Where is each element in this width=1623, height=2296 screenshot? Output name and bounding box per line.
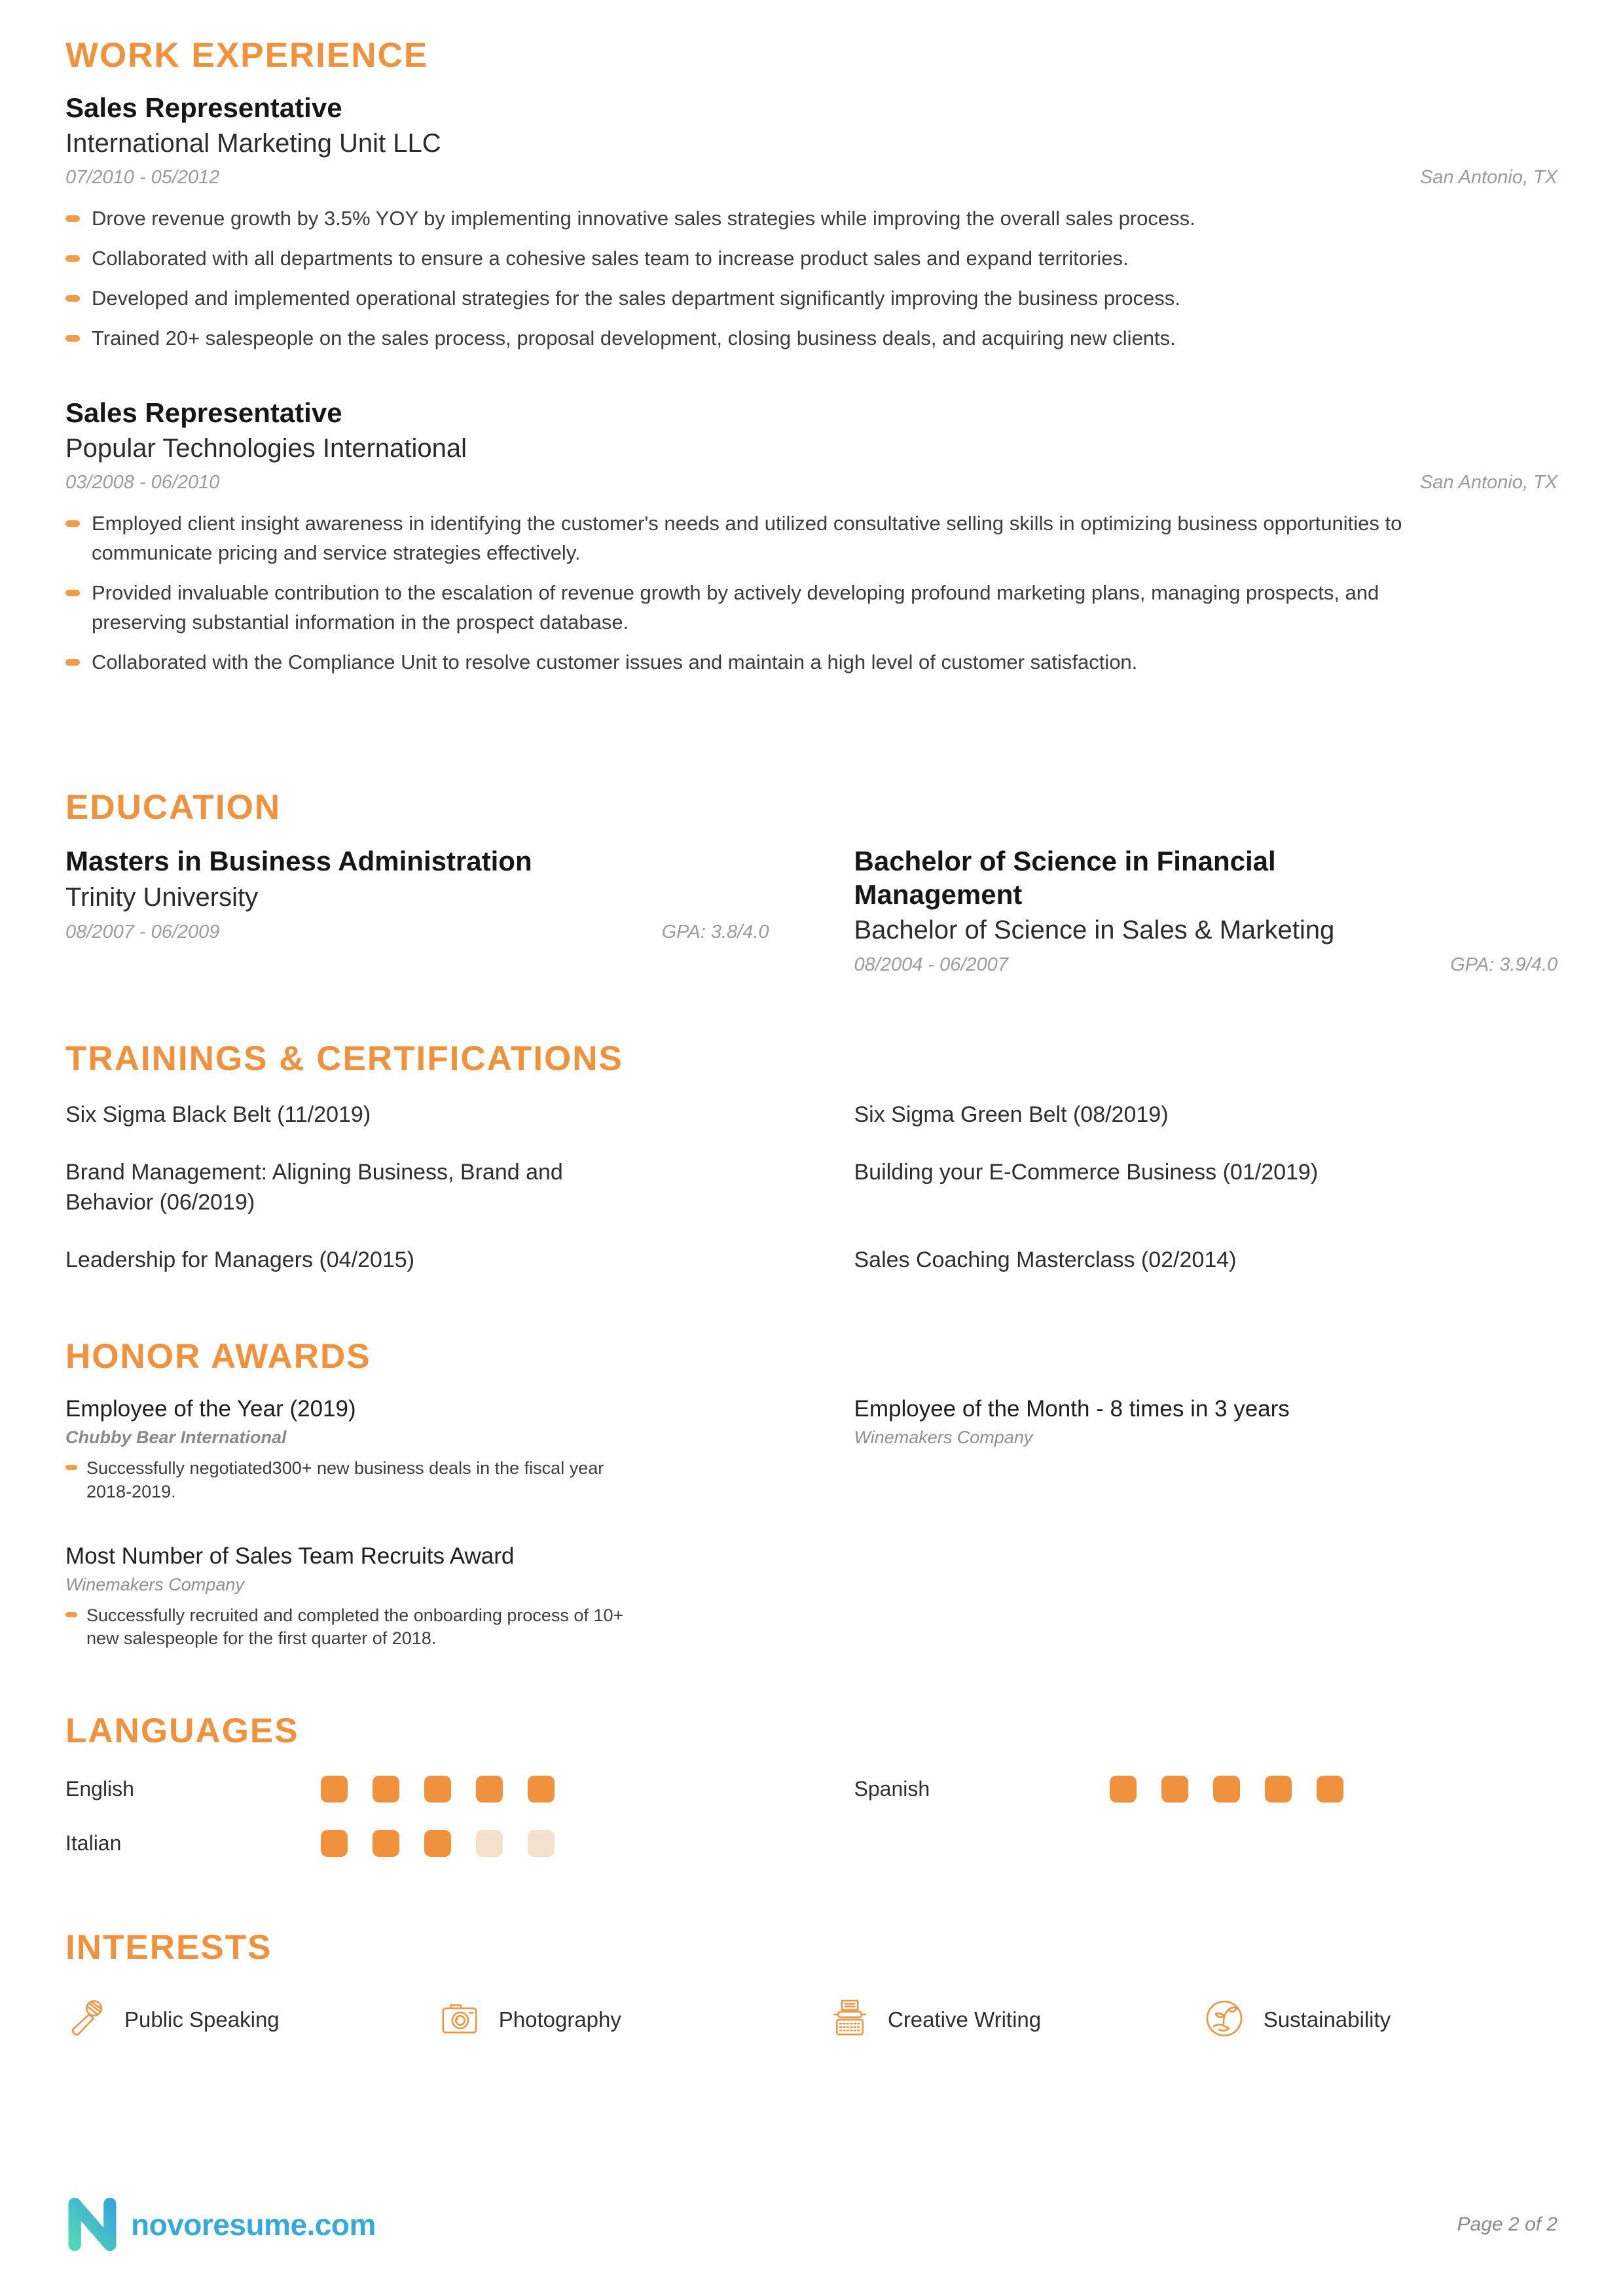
level-square-filled: [424, 1776, 451, 1803]
company-name: International Marketing Unit LLC: [65, 128, 441, 158]
bullet-dash-icon: [65, 590, 80, 596]
level-squares: [321, 1776, 769, 1803]
interest-item: [65, 1997, 439, 2043]
school-name: Trinity University: [65, 882, 259, 912]
bullet-item: [65, 244, 1408, 274]
section-title: EDUCATION: [65, 787, 282, 827]
interest-label: Public Speaking: [124, 2007, 280, 2032]
award-title: Employee of the Year (2019): [65, 1395, 356, 1422]
education-meta-row: [65, 920, 769, 945]
interest-label: Photography: [498, 2007, 621, 2032]
bullet-list: [65, 204, 1408, 353]
bullet-text: Collaborated with the Compliance Unit to resolve customer issues and maintain a high level of customer satisfaction.: [92, 650, 1138, 673]
brand-link[interactable]: [65, 2192, 376, 2257]
education-grid: [65, 845, 1558, 977]
bullet-text: Employed client insight awareness in identifying the customer's needs and utilized consultative selling skills in optimizing business opportunities to communicate pricing and service strategies effectively.: [92, 512, 1402, 565]
language-name: Spanish: [854, 1776, 930, 1801]
location: San Antonio, TX: [1419, 471, 1558, 493]
level-square-filled: [1213, 1776, 1240, 1803]
company-name: Popular Technologies International: [65, 433, 467, 463]
bullet-text: Provided invaluable contribution to the escalation of revenue growth by actively developing profound marketing plans, managing prospects, and preserving substantial information in the prospect database.: [92, 581, 1379, 634]
level-square-filled: [373, 1830, 399, 1857]
bullet-list: [65, 1457, 655, 1503]
bullet-item: [65, 1457, 655, 1503]
interest-item: [439, 1997, 830, 2043]
section-title: LANGUAGES: [65, 1712, 299, 1751]
microphone-icon: [65, 1997, 106, 2043]
trainings-section: [65, 1040, 1558, 1276]
bullet-text: Successfully recruited and completed the onboarding process of 10+ new salespeople for the first quarter of 2018.: [86, 1605, 624, 1649]
gpa: GPA: 3.8/4.0: [661, 921, 769, 942]
section-title: WORK EXPERIENCE: [65, 36, 429, 75]
job-meta-row: [65, 471, 1558, 495]
section-title: HONOR AWARDS: [65, 1336, 371, 1376]
training-item: Brand Management: Aligning Business, Brand and Behavior (06/2019): [65, 1159, 563, 1215]
level-square-empty: [476, 1830, 503, 1857]
bullet-text: Developed and implemented operational strategies for the sales department significantly improving the business process.: [92, 287, 1180, 310]
bullet-dash-icon: [65, 295, 80, 302]
degree-title: Masters in Business Administration: [65, 846, 532, 877]
languages-grid-spacer: [854, 1830, 1558, 1857]
typewriter-icon: [830, 1997, 869, 2043]
award-entry: [65, 1541, 769, 1651]
bullet-dash-icon: [65, 215, 80, 222]
bullet-dash-icon: [65, 659, 80, 666]
job-meta-row: [65, 166, 1558, 190]
award-org: Winemakers Company: [854, 1427, 1033, 1448]
date-range: 08/2007 - 06/2009: [65, 921, 220, 942]
level-squares: [321, 1830, 769, 1857]
sustainability-icon: [1203, 1998, 1245, 2043]
bullet-list: [65, 509, 1408, 677]
award-entry: [854, 1394, 1558, 1503]
training-item: Six Sigma Black Belt (11/2019): [65, 1102, 371, 1127]
interest-label: Creative Writing: [887, 2007, 1042, 2032]
education-section: [65, 789, 1558, 978]
level-square-filled: [373, 1776, 399, 1803]
camera-icon: [439, 1998, 481, 2042]
section-title: INTERESTS: [65, 1928, 272, 1967]
school-name: Bachelor of Science in Sales & Marketing: [854, 915, 1335, 944]
gpa: GPA: 3.9/4.0: [1450, 954, 1558, 975]
training-item: Six Sigma Green Belt (08/2019): [854, 1102, 1169, 1127]
bullet-text: Successfully negotiated300+ new business deals in the fiscal year 2018-2019.: [86, 1458, 604, 1501]
level-square-filled: [424, 1830, 451, 1857]
award-title: Employee of the Month - 8 times in 3 years: [854, 1395, 1290, 1422]
bullet-dash-icon: [65, 520, 80, 527]
date-range: 08/2004 - 06/2007: [854, 954, 1008, 975]
languages-section: [65, 1712, 1558, 1856]
language-name: English: [65, 1776, 134, 1801]
job-title: Sales Representative: [65, 397, 342, 429]
level-square-empty: [528, 1830, 555, 1857]
award-org: Chubby Bear International: [65, 1427, 287, 1448]
award-title: Most Number of Sales Team Recruits Award: [65, 1543, 515, 1569]
trainings-grid: [65, 1100, 1558, 1276]
training-item: Leadership for Managers (04/2015): [65, 1247, 414, 1272]
bullet-text: Drove revenue growth by 3.5% YOY by implementing innovative sales strategies while improving the overall sales process.: [92, 207, 1195, 230]
level-square-filled: [1317, 1776, 1343, 1803]
language-row: [854, 1776, 1558, 1803]
training-item: Sales Coaching Masterclass (02/2014): [854, 1247, 1237, 1272]
interest-item: [830, 1997, 1203, 2043]
bullet-text: Collaborated with all departments to ensure a cohesive sales team to increase product sales and expand territories.: [92, 247, 1129, 270]
languages-grid: [65, 1776, 1558, 1857]
bullet-text: Trained 20+ salespeople on the sales process, proposal development, closing business deals, and acquiring new clients.: [92, 327, 1176, 350]
bullet-item: [65, 509, 1408, 568]
level-square-filled: [476, 1776, 503, 1803]
language-row: [65, 1830, 769, 1857]
training-item: Building your E-Commerce Business (01/2019): [854, 1159, 1319, 1185]
date-range: 03/2008 - 06/2010: [65, 471, 220, 493]
interests-section: [65, 1929, 1558, 2043]
location: San Antonio, TX: [1419, 166, 1558, 188]
interest-label: Sustainability: [1263, 2007, 1391, 2032]
level-square-filled: [321, 1830, 348, 1857]
level-squares: [1110, 1776, 1558, 1803]
novoresume-logo-icon: [65, 2192, 119, 2257]
awards-section: [65, 1338, 1558, 1651]
education-entry: [854, 845, 1558, 977]
bullet-dash-icon: [65, 1612, 77, 1617]
bullet-item: [65, 204, 1408, 234]
language-row: [65, 1776, 769, 1803]
language-name: Italian: [65, 1831, 122, 1855]
bullet-item: [65, 324, 1408, 353]
level-square-filled: [1110, 1776, 1137, 1803]
award-entry: [65, 1394, 769, 1503]
job-entry: [65, 92, 1558, 353]
section-title: TRAININGS & CERTIFICATIONS: [65, 1039, 623, 1078]
level-square-filled: [1161, 1776, 1188, 1803]
education-meta-row: [854, 953, 1558, 978]
awards-grid-spacer: [854, 1541, 1558, 1651]
education-entry: [65, 845, 769, 977]
level-square-filled: [321, 1776, 348, 1803]
page-number: Page 2 of 2: [1457, 2213, 1558, 2235]
interests-grid: [65, 1997, 1558, 2043]
awards-grid: [65, 1394, 1558, 1651]
work-experience-section: [65, 37, 1558, 677]
bullet-list: [65, 1604, 655, 1650]
interest-item: [1203, 1997, 1558, 2043]
bullet-dash-icon: [65, 335, 80, 342]
award-org: Winemakers Company: [65, 1575, 244, 1595]
page-footer: [65, 2192, 1558, 2257]
level-square-filled: [528, 1776, 555, 1803]
brand-name: novoresume.com: [131, 2207, 376, 2242]
bullet-item: [65, 648, 1408, 677]
bullet-item: [65, 1604, 655, 1650]
bullet-dash-icon: [65, 255, 80, 262]
date-range: 07/2010 - 05/2012: [65, 166, 220, 188]
bullet-dash-icon: [65, 1465, 77, 1470]
bullet-item: [65, 579, 1408, 637]
job-title: Sales Representative: [65, 92, 342, 124]
job-entry: [65, 397, 1558, 677]
degree-title: Bachelor of Science in Financial Management: [854, 846, 1276, 910]
bullet-item: [65, 284, 1408, 314]
level-square-filled: [1265, 1776, 1292, 1803]
